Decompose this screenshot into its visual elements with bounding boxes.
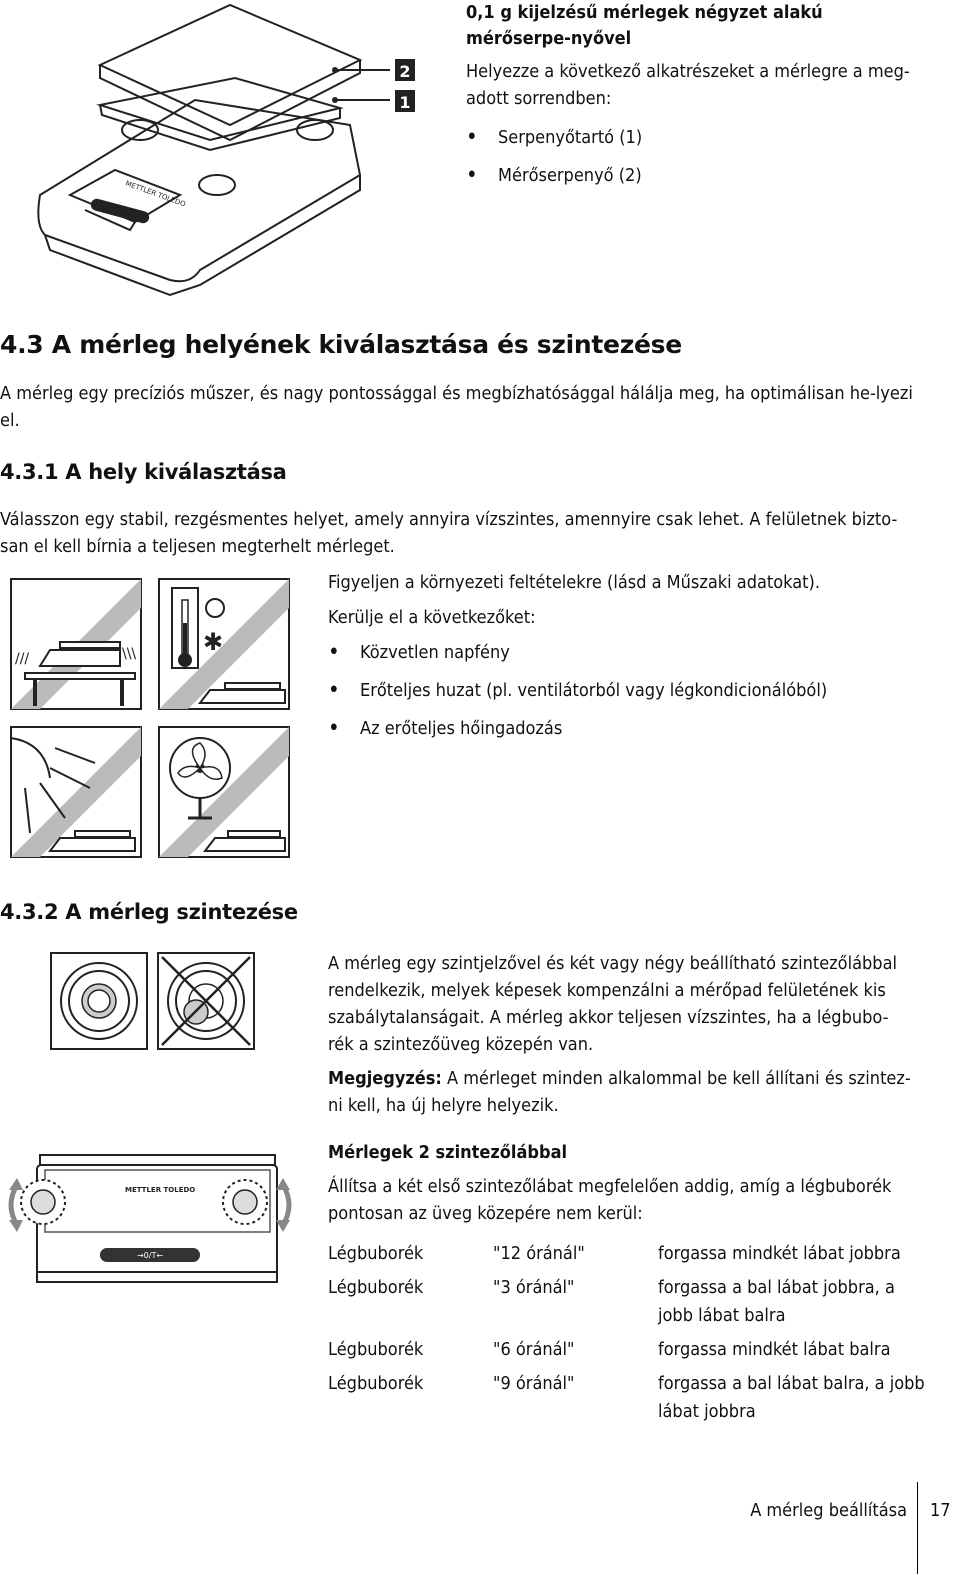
svg-text:///: /// bbox=[15, 651, 30, 667]
section-title-4-3: 4.3 A mérleg helyének kiválasztása és szintezése bbox=[0, 330, 682, 359]
section-4-3-1-body: Válasszon egy stabil, rezgésmentes helyet, amely annyira vízszintes, amennyire csak lehet. A felületnek bizto-san el kell bírnia a teljesen megterhelt mérleget. bbox=[0, 509, 898, 557]
balance-assembly-illustration bbox=[30, 0, 460, 300]
leveling-table bbox=[328, 1240, 928, 1432]
table-cell: "6 óránál" bbox=[493, 1339, 575, 1360]
top-intro: Helyezze a következő alkatrészeket a mérlegre a meg-adott sorrendben: bbox=[466, 61, 910, 109]
svg-text:\\\: \\\ bbox=[122, 646, 137, 662]
section-4-3-2-body: A mérleg egy szintjelzővel és két vagy négy beállítható szintezőlábbal rendelkezik, melyek képesek kompenzálni a mérőpad felületének kis szabálytalanságait. A mérleg akkor teljesen vízszintes, ha a légbubo-rék a szintezőüveg közepén van. bbox=[328, 953, 897, 1055]
section-title-4-3-1: 4.3.1 A hely kiválasztása bbox=[0, 460, 287, 484]
table-cell: forgassa a bal lábat balra, a jobb lábat jobbra bbox=[658, 1373, 925, 1422]
level-correct-icon bbox=[51, 953, 147, 1049]
table-cell: Légbuborék bbox=[328, 1373, 424, 1394]
environment-icons bbox=[10, 578, 295, 863]
table-cell: forgassa mindkét lábat balra bbox=[658, 1339, 891, 1360]
fan-icon bbox=[159, 727, 289, 857]
list-item: • Az erőteljes hőingadozás bbox=[328, 715, 928, 742]
page-number: 17 bbox=[930, 1500, 951, 1521]
top-list bbox=[466, 124, 916, 189]
table-cell: "3 óránál" bbox=[493, 1277, 575, 1298]
table-row bbox=[328, 1274, 928, 1336]
table-cell: "12 óránál" bbox=[493, 1243, 585, 1264]
sunlight-icon bbox=[11, 727, 141, 857]
section-4-3-body: A mérleg egy precíziós műszer, és nagy pontossággal és megbízhatósággal hálálja meg, ha optimálisan he-lyezi el. bbox=[0, 383, 913, 431]
note-label: Megjegyzés: bbox=[328, 1068, 442, 1089]
list-item: • Mérőserpenyő (2) bbox=[466, 162, 916, 189]
note-text: A mérleget minden alkalommal be kell állítani és szintez-ni kell, ha új helyre helyezik. bbox=[328, 1068, 911, 1116]
level-incorrect-icon bbox=[158, 953, 254, 1049]
tare-label: →0/T← bbox=[136, 1251, 164, 1260]
table-row bbox=[328, 1240, 928, 1274]
table-cell: Légbuborék bbox=[328, 1339, 424, 1360]
table-row bbox=[328, 1370, 928, 1432]
table-cell: forgassa mindkét lábat jobbra bbox=[658, 1243, 901, 1264]
table-cell: Légbuborék bbox=[328, 1277, 424, 1298]
footer-divider bbox=[917, 1482, 918, 1574]
temperature-icon bbox=[159, 579, 289, 709]
svg-text:✱: ✱ bbox=[203, 628, 224, 656]
vibration-icon bbox=[11, 579, 141, 709]
callout-1: 1 bbox=[399, 93, 411, 112]
environment-note: Figyeljen a környezeti feltételekre (lásd a Műszaki adatokat). bbox=[328, 572, 820, 593]
list-item: • Erőteljes huzat (pl. ventilátorból vagy légkondicionálóból) bbox=[328, 677, 928, 704]
level-indicator-icons bbox=[50, 952, 255, 1052]
list-item: • Serpenyőtartó (1) bbox=[466, 124, 916, 151]
avoid-label: Kerülje el a következőket: bbox=[328, 607, 536, 628]
brand-text: METTLER TOLEDO bbox=[125, 1186, 196, 1194]
brand-text: METTLER TOLEDO bbox=[124, 179, 187, 209]
table-row bbox=[328, 1336, 928, 1370]
list-item: • Közvetlen napfény bbox=[328, 639, 928, 666]
table-cell: forgassa a bal lábat jobbra, a jobb lábat balra bbox=[658, 1277, 895, 1326]
table-cell: Légbuborék bbox=[328, 1243, 424, 1264]
top-heading: 0,1 g kijelzésű mérlegek négyzet alakú mérőserpe-nyővel bbox=[466, 2, 823, 49]
avoid-list bbox=[328, 639, 928, 742]
section-title-4-3-2: 4.3.2 A mérleg szintezése bbox=[0, 900, 298, 924]
sub-body-two-feet: Állítsa a két első szintezőlábat megfelelően addig, amíg a légbuborék pontosan az üveg közepére nem kerül: bbox=[328, 1176, 892, 1224]
callout-2: 2 bbox=[399, 62, 411, 81]
balance-front-view bbox=[5, 1150, 300, 1295]
leveling-note bbox=[328, 1065, 918, 1119]
sub-heading-two-feet: Mérlegek 2 szintezőlábbal bbox=[328, 1142, 568, 1163]
footer-section: A mérleg beállítása bbox=[750, 1500, 907, 1521]
table-cell: "9 óránál" bbox=[493, 1373, 575, 1394]
